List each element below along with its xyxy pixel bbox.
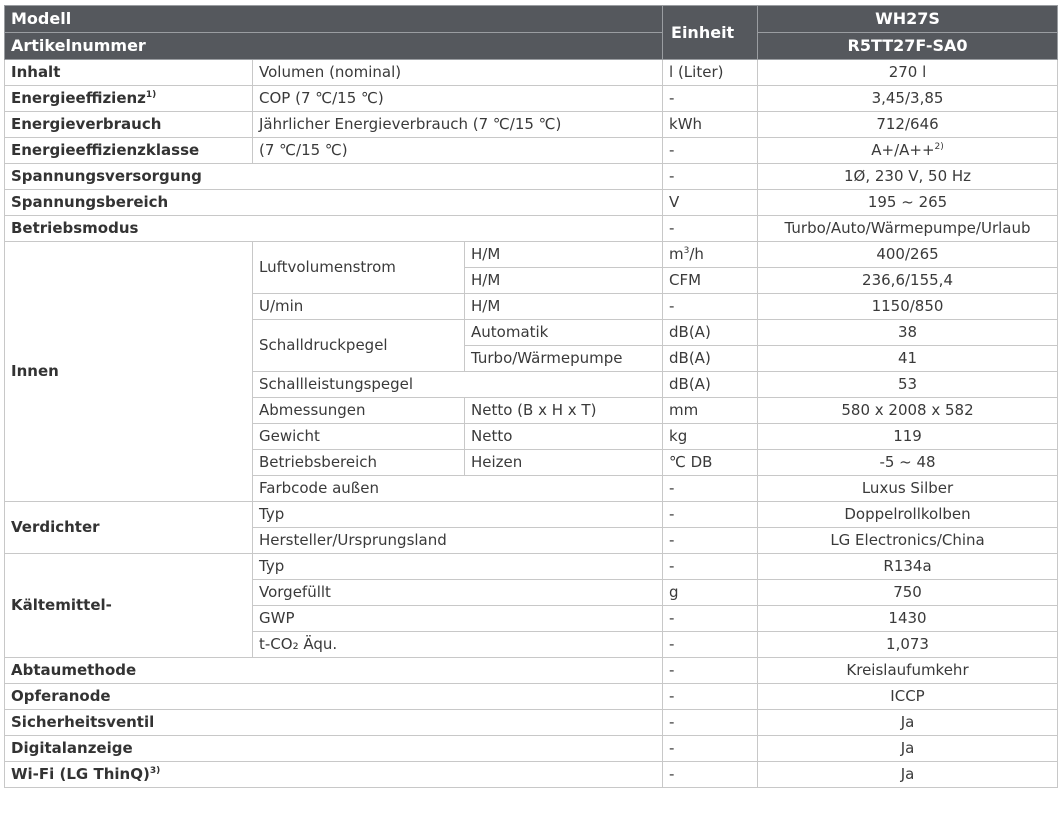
row-value: 1150/850 xyxy=(758,294,1058,320)
row-subcategory: Luftvolumenstrom xyxy=(253,242,465,294)
table-row-luftvolumenstrom-1 xyxy=(5,242,1058,268)
row-subcategory: U/min xyxy=(253,294,465,320)
row-value: 750 xyxy=(758,580,1058,606)
row-unit: dB(A) xyxy=(663,372,758,398)
row-value: 41 xyxy=(758,346,1058,372)
header-row-modell xyxy=(5,6,1058,33)
article-number: R5TT27F-SA0 xyxy=(758,33,1058,60)
row-unit: - xyxy=(663,710,758,736)
footnote-marker: 1) xyxy=(145,90,157,100)
row-unit: - xyxy=(663,294,758,320)
row-unit: - xyxy=(663,554,758,580)
row-unit: - xyxy=(663,632,758,658)
row-unit: g xyxy=(663,580,758,606)
row-category: Spannungsversorgung xyxy=(5,164,663,190)
row-unit: kg xyxy=(663,424,758,450)
row-value: 3,45/3,85 xyxy=(758,86,1058,112)
table-row-verdichter-typ xyxy=(5,502,1058,528)
unit-tail: /h xyxy=(689,245,704,263)
verdichter-group-label: Verdichter xyxy=(5,502,253,554)
row-value: 1Ø, 230 V, 50 Hz xyxy=(758,164,1058,190)
row-unit: - xyxy=(663,86,758,112)
row-subcategory: Abmessungen xyxy=(253,398,465,424)
row-subcategory: Volumen (nominal) xyxy=(253,60,663,86)
row-value: Ja xyxy=(758,736,1058,762)
row-mode: Turbo/Wärmepumpe xyxy=(465,346,663,372)
table-row-betriebsmodus xyxy=(5,216,1058,242)
einheit-header: Einheit xyxy=(663,6,758,60)
row-mode: Heizen xyxy=(465,450,663,476)
row-subcategory: Farbcode außen xyxy=(253,476,663,502)
innen-group-label: Innen xyxy=(5,242,253,502)
category-text: Energieeffizienz xyxy=(11,89,146,107)
row-category xyxy=(5,86,253,112)
table-row-energieverbrauch xyxy=(5,112,1058,138)
row-mode: Netto xyxy=(465,424,663,450)
row-mode: Automatik xyxy=(465,320,663,346)
row-value: LG Electronics/China xyxy=(758,528,1058,554)
row-value: 1,073 xyxy=(758,632,1058,658)
model-name: WH27S xyxy=(758,6,1058,33)
row-mode: Netto (B x H x T) xyxy=(465,398,663,424)
table-row-digitalanzeige xyxy=(5,736,1058,762)
row-value: 1430 xyxy=(758,606,1058,632)
row-value xyxy=(758,138,1058,164)
row-category: Abtaumethode xyxy=(5,658,663,684)
row-subcategory: Schalldruckpegel xyxy=(253,320,465,372)
unit-base: m xyxy=(669,245,684,263)
row-category: Energieeffizienzklasse xyxy=(5,138,253,164)
row-value: 119 xyxy=(758,424,1058,450)
row-value: 400/265 xyxy=(758,242,1058,268)
row-value: Kreislaufumkehr xyxy=(758,658,1058,684)
row-value: 236,6/155,4 xyxy=(758,268,1058,294)
row-subcategory: Gewicht xyxy=(253,424,465,450)
row-unit: - xyxy=(663,138,758,164)
row-category: Spannungsbereich xyxy=(5,190,663,216)
row-category: Opferanode xyxy=(5,684,663,710)
row-subcategory: Vorgefüllt xyxy=(253,580,663,606)
footnote-marker: 2) xyxy=(934,142,944,152)
row-mode: H/M xyxy=(465,294,663,320)
unit-exponent: 3 xyxy=(683,246,690,256)
artikelnummer-label: Artikelnummer xyxy=(5,33,663,60)
row-subcategory: (7 ℃/15 ℃) xyxy=(253,138,663,164)
row-subcategory: Jährlicher Energieverbrauch (7 ℃/15 ℃) xyxy=(253,112,663,138)
row-subcategory: Typ xyxy=(253,554,663,580)
row-unit: kWh xyxy=(663,112,758,138)
row-subcategory: GWP xyxy=(253,606,663,632)
row-value: Doppelrollkolben xyxy=(758,502,1058,528)
row-category: Betriebsmodus xyxy=(5,216,663,242)
row-unit: - xyxy=(663,216,758,242)
row-value: -5 ~ 48 xyxy=(758,450,1058,476)
row-unit: V xyxy=(663,190,758,216)
row-unit xyxy=(663,242,758,268)
row-unit: dB(A) xyxy=(663,320,758,346)
table-row-wifi xyxy=(5,762,1058,788)
table-row-spannungsversorgung xyxy=(5,164,1058,190)
row-subcategory: t-CO₂ Äqu. xyxy=(253,632,663,658)
row-category: Energieverbrauch xyxy=(5,112,253,138)
table-row-kaeltemittel-typ xyxy=(5,554,1058,580)
row-unit: dB(A) xyxy=(663,346,758,372)
row-value: 195 ~ 265 xyxy=(758,190,1058,216)
row-unit: - xyxy=(663,164,758,190)
table-row-abtaumethode xyxy=(5,658,1058,684)
modell-label: Modell xyxy=(5,6,663,33)
row-subcategory: COP (7 ℃/15 ℃) xyxy=(253,86,663,112)
row-subcategory: Typ xyxy=(253,502,663,528)
row-value: Turbo/Auto/Wärmepumpe/Urlaub xyxy=(758,216,1058,242)
row-category: Digitalanzeige xyxy=(5,736,663,762)
row-unit: - xyxy=(663,658,758,684)
table-row-energieeffizienzklasse xyxy=(5,138,1058,164)
row-category: Inhalt xyxy=(5,60,253,86)
category-text: Wi-Fi (LG ThinQ) xyxy=(11,765,150,783)
row-unit: - xyxy=(663,528,758,554)
row-value: 53 xyxy=(758,372,1058,398)
value-text: A+/A++ xyxy=(871,141,935,159)
row-unit: - xyxy=(663,476,758,502)
row-unit: - xyxy=(663,762,758,788)
row-unit: - xyxy=(663,606,758,632)
table-row-inhalt xyxy=(5,60,1058,86)
row-value: 270 l xyxy=(758,60,1058,86)
row-value: Ja xyxy=(758,710,1058,736)
row-mode: H/M xyxy=(465,242,663,268)
row-mode: H/M xyxy=(465,268,663,294)
table-row-sicherheitsventil xyxy=(5,710,1058,736)
row-subcategory: Schallleistungspegel xyxy=(253,372,663,398)
table-row-opferanode xyxy=(5,684,1058,710)
row-value: ICCP xyxy=(758,684,1058,710)
row-value: 38 xyxy=(758,320,1058,346)
row-category: Sicherheitsventil xyxy=(5,710,663,736)
row-value: 580 x 2008 x 582 xyxy=(758,398,1058,424)
row-unit: - xyxy=(663,684,758,710)
row-subcategory: Hersteller/Ursprungsland xyxy=(253,528,663,554)
row-unit: ℃ DB xyxy=(663,450,758,476)
row-unit: - xyxy=(663,736,758,762)
specification-table xyxy=(4,5,1058,788)
row-value: Luxus Silber xyxy=(758,476,1058,502)
row-value: Ja xyxy=(758,762,1058,788)
row-value: R134a xyxy=(758,554,1058,580)
spec-sheet xyxy=(4,5,1058,788)
row-unit: - xyxy=(663,502,758,528)
table-row-spannungsbereich xyxy=(5,190,1058,216)
row-unit: CFM xyxy=(663,268,758,294)
kaeltemittel-group-label: Kältemittel- xyxy=(5,554,253,658)
row-subcategory: Betriebsbereich xyxy=(253,450,465,476)
row-category xyxy=(5,762,663,788)
footnote-marker: 3) xyxy=(149,766,161,776)
row-value: 712/646 xyxy=(758,112,1058,138)
row-unit: l (Liter) xyxy=(663,60,758,86)
header-row-artikel xyxy=(5,33,1058,60)
table-row-energieeffizienz xyxy=(5,86,1058,112)
row-unit: mm xyxy=(663,398,758,424)
